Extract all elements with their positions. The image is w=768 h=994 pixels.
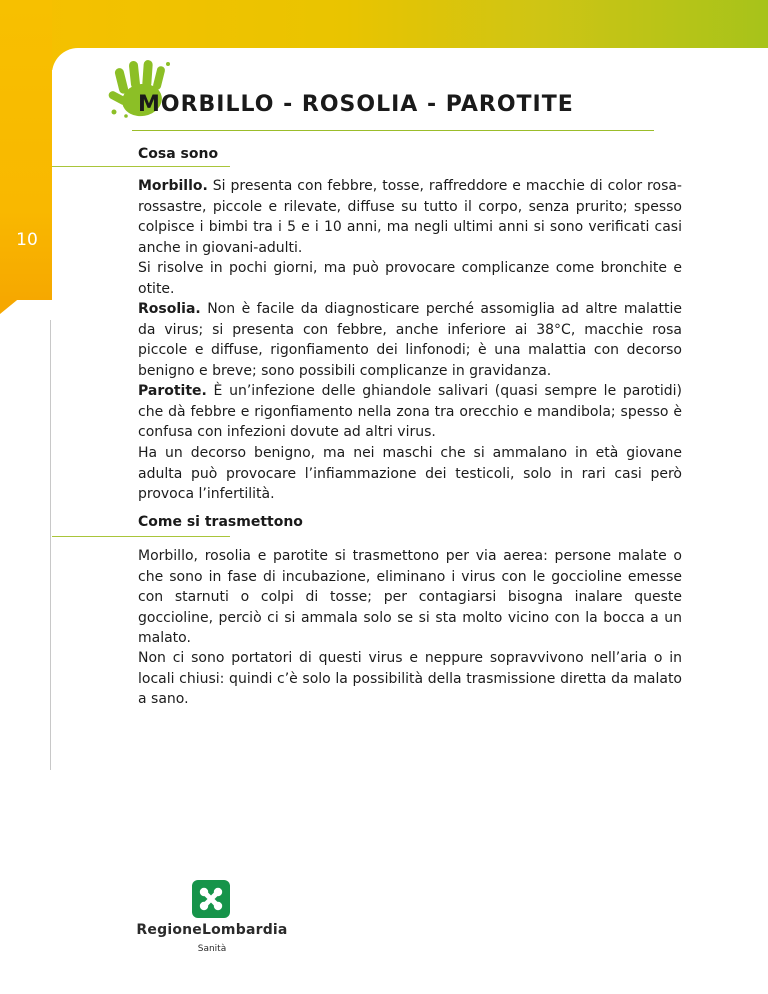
text-parotite: È un’infezione delle ghiandole salivari (quasi sempre le parotidi) che dà febbre e rigonfiamento nella zona tra orecchio e mandibola; spesso è confusa con infezioni dovute ad altri virus. [138, 383, 682, 440]
page-title: MORBILLO - ROSOLIA - PAROTITE [138, 92, 574, 117]
section-rule [52, 536, 230, 537]
text-rosolia: Non è facile da diagnosticare perché assomiglia ad altre malattie da virus; si presenta con febbre, anche inferiore ai 38°C, macchie rosa piccole e diffuse, rigonfiamento dei linfonodi; è una malattia con decorso benigno e breve; sono possibili complicanze in gravidanza. [138, 301, 682, 379]
paragraph-trasmissione-2: Non ci sono portatori di questi virus e neppure sopravvivono nell’aria o in locali chiusi: quindi c’è solo la possibilità della trasmissione diretta da malato a sano. [138, 650, 682, 707]
section-rule [52, 166, 230, 167]
lombardy-rose-icon [192, 880, 230, 918]
logo-subtitle: Sanità [197, 944, 227, 954]
side-band-tab [0, 296, 22, 314]
section-heading-cosa-sono: Cosa sono [138, 146, 219, 162]
term-rosolia: Rosolia. [138, 301, 201, 317]
paragraph-parotite [138, 381, 682, 443]
title-rule [132, 130, 654, 131]
logo-name: RegioneLombardia [136, 922, 288, 938]
term-parotite: Parotite. [138, 383, 207, 399]
side-band [0, 0, 52, 300]
regione-lombardia-logo [134, 878, 290, 964]
text-morbillo: Si presenta con febbre, tosse, raffreddore e macchie di color rosa-rossastre, piccole e rilevate, diffuse su tutto il corpo, senza prurito; spesso colpisce i bimbi tra i 5 e i 10 anni, ma negli ultimi anni si sono verificati casi anche in giovani-adulti. [138, 178, 682, 256]
margin-line [50, 320, 51, 770]
page-number: 10 [16, 230, 38, 250]
section-heading-come-si-trasmettono: Come si trasmettono [138, 514, 303, 530]
paragraph-parotite-extra: Ha un decorso benigno, ma nei maschi che si ammalano in età giovane adulta può provocare l’infiammazione dei testicoli, solo in rari casi però provoca l’infertilità. [138, 445, 682, 502]
paragraph-rosolia [138, 299, 682, 381]
paragraph-trasmissione-1: Morbillo, rosolia e parotite si trasmettono per via aerea: persone malate o che sono in fase di incubazione, eliminano i virus con le goccioline emesse con starnuti o colpi di tosse; per contagiarsi bisogna inalare queste goccioline, perciò ci si ammala solo se si sta molto vicino con la bocca a un malato. [138, 548, 682, 646]
paragraph-morbillo [138, 176, 682, 258]
term-morbillo: Morbillo. [138, 178, 208, 194]
paragraph-morbillo-extra: Si risolve in pochi giorni, ma può provocare complicanze come bronchite e otite. [138, 260, 682, 297]
